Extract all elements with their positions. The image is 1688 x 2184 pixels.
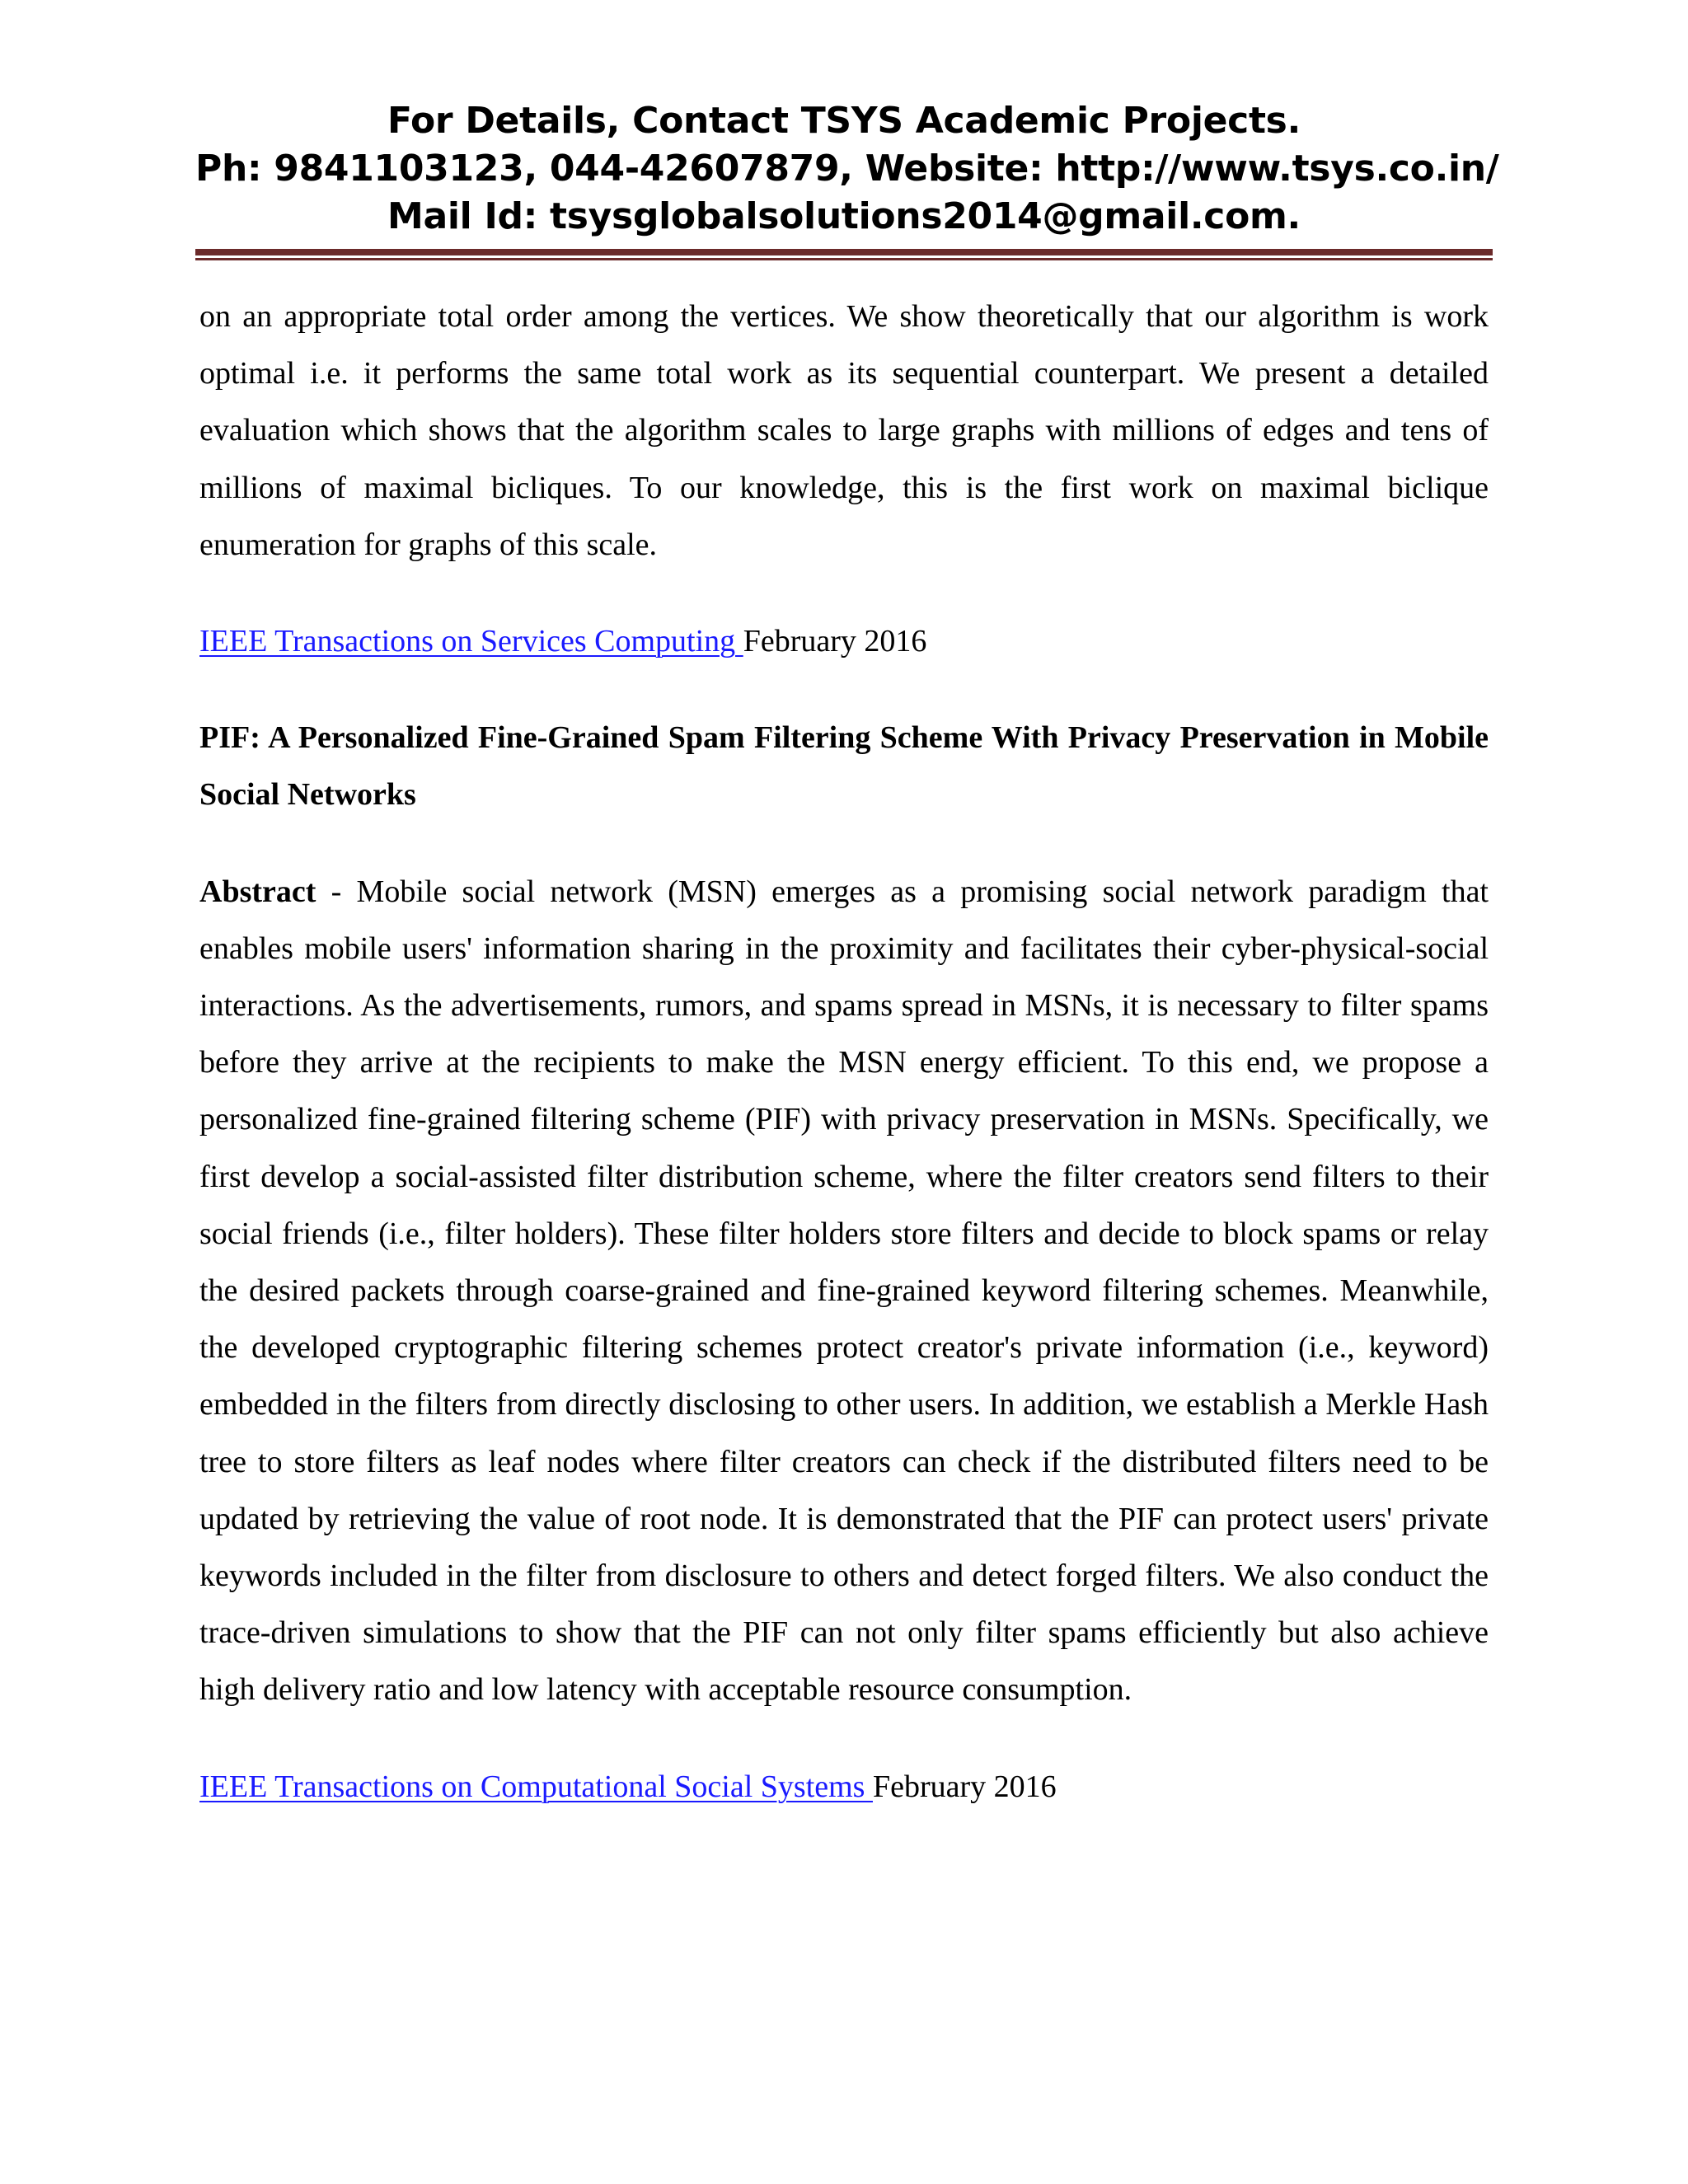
journal-link-computational-social-systems[interactable]: IEEE Transactions on Computational Social Systems bbox=[199, 1769, 873, 1804]
page-header bbox=[195, 97, 1499, 241]
header-phone-website-line: Ph: 9841103123, 044-42607879, Website: http://www.tsys.co.in/ bbox=[195, 148, 1499, 190]
abstract-text: - Mobile social network (MSN) emerges as a promising social network paradigm that enables mobile users' information sharing in the proximity and facilitates their cyber-physical-social interactions. As the advertisements, rumors, and spams spread in MSNs, it is necessary to filter spams before they arrive at the recipients to make the MSN energy efficient. To this end, we propose a personalized fine-grained filtering scheme (PIF) with privacy preservation in MSNs. Specifically, we first develop a social-assisted filter distribution scheme, where the filter creators send filters to their social friends (i.e., filter holders). These filter holders store filters and decide to block spams or relay the desired packets through coarse-grained and fine-grained keyword filtering schemes. Meanwhile, the developed cryptographic filtering schemes protect creator's private information (i.e., keyword) embedded in the filters from directly disclosing to other users. In addition, we establish a Merkle Hash tree to store filters as leaf nodes where filter creators can check if the distributed filters need to be updated by retrieving the value of root node. It is demonstrated that the PIF can protect users' private keywords included in the filter from disclosure to others and detect forged filters. We also conduct the trace-driven simulations to show that the PIF can not only filter spams efficiently but also achieve high delivery ratio and low latency with acceptable resource consumption. bbox=[199, 874, 1489, 1708]
journal-line bbox=[199, 1759, 1489, 1816]
paper-abstract bbox=[199, 864, 1489, 1719]
journal-date: February 2016 bbox=[872, 1769, 1057, 1804]
document-body bbox=[199, 288, 1489, 1816]
paper-title: PIF: A Personalized Fine-Grained Spam Filtering Scheme With Privacy Preservation in Mobile Social Networks bbox=[199, 720, 1489, 813]
header-email-line: Mail Id: tsysglobalsolutions2014@gmail.com. bbox=[387, 195, 1301, 237]
header-divider-thick bbox=[195, 249, 1493, 255]
previous-journal-line bbox=[199, 613, 1489, 670]
journal-link-services-computing[interactable]: IEEE Transactions on Services Computing bbox=[199, 624, 743, 659]
header-contact-line: For Details, Contact TSYS Academic Projects. bbox=[387, 100, 1301, 142]
previous-abstract-tail: on an appropriate total order among the vertices. We show theoretically that our algorithm is work optimal i.e. it performs the same total work as its sequential counterpart. We present a detailed evaluation which shows that the algorithm scales to large graphs with millions of edges and tens of millions of maximal bicliques. To our knowledge, this is the first work on maximal biclique enumeration for graphs of this scale. bbox=[199, 299, 1489, 562]
header-divider-thin bbox=[195, 258, 1493, 260]
journal-date: February 2016 bbox=[743, 624, 927, 659]
abstract-label: Abstract bbox=[199, 874, 316, 909]
